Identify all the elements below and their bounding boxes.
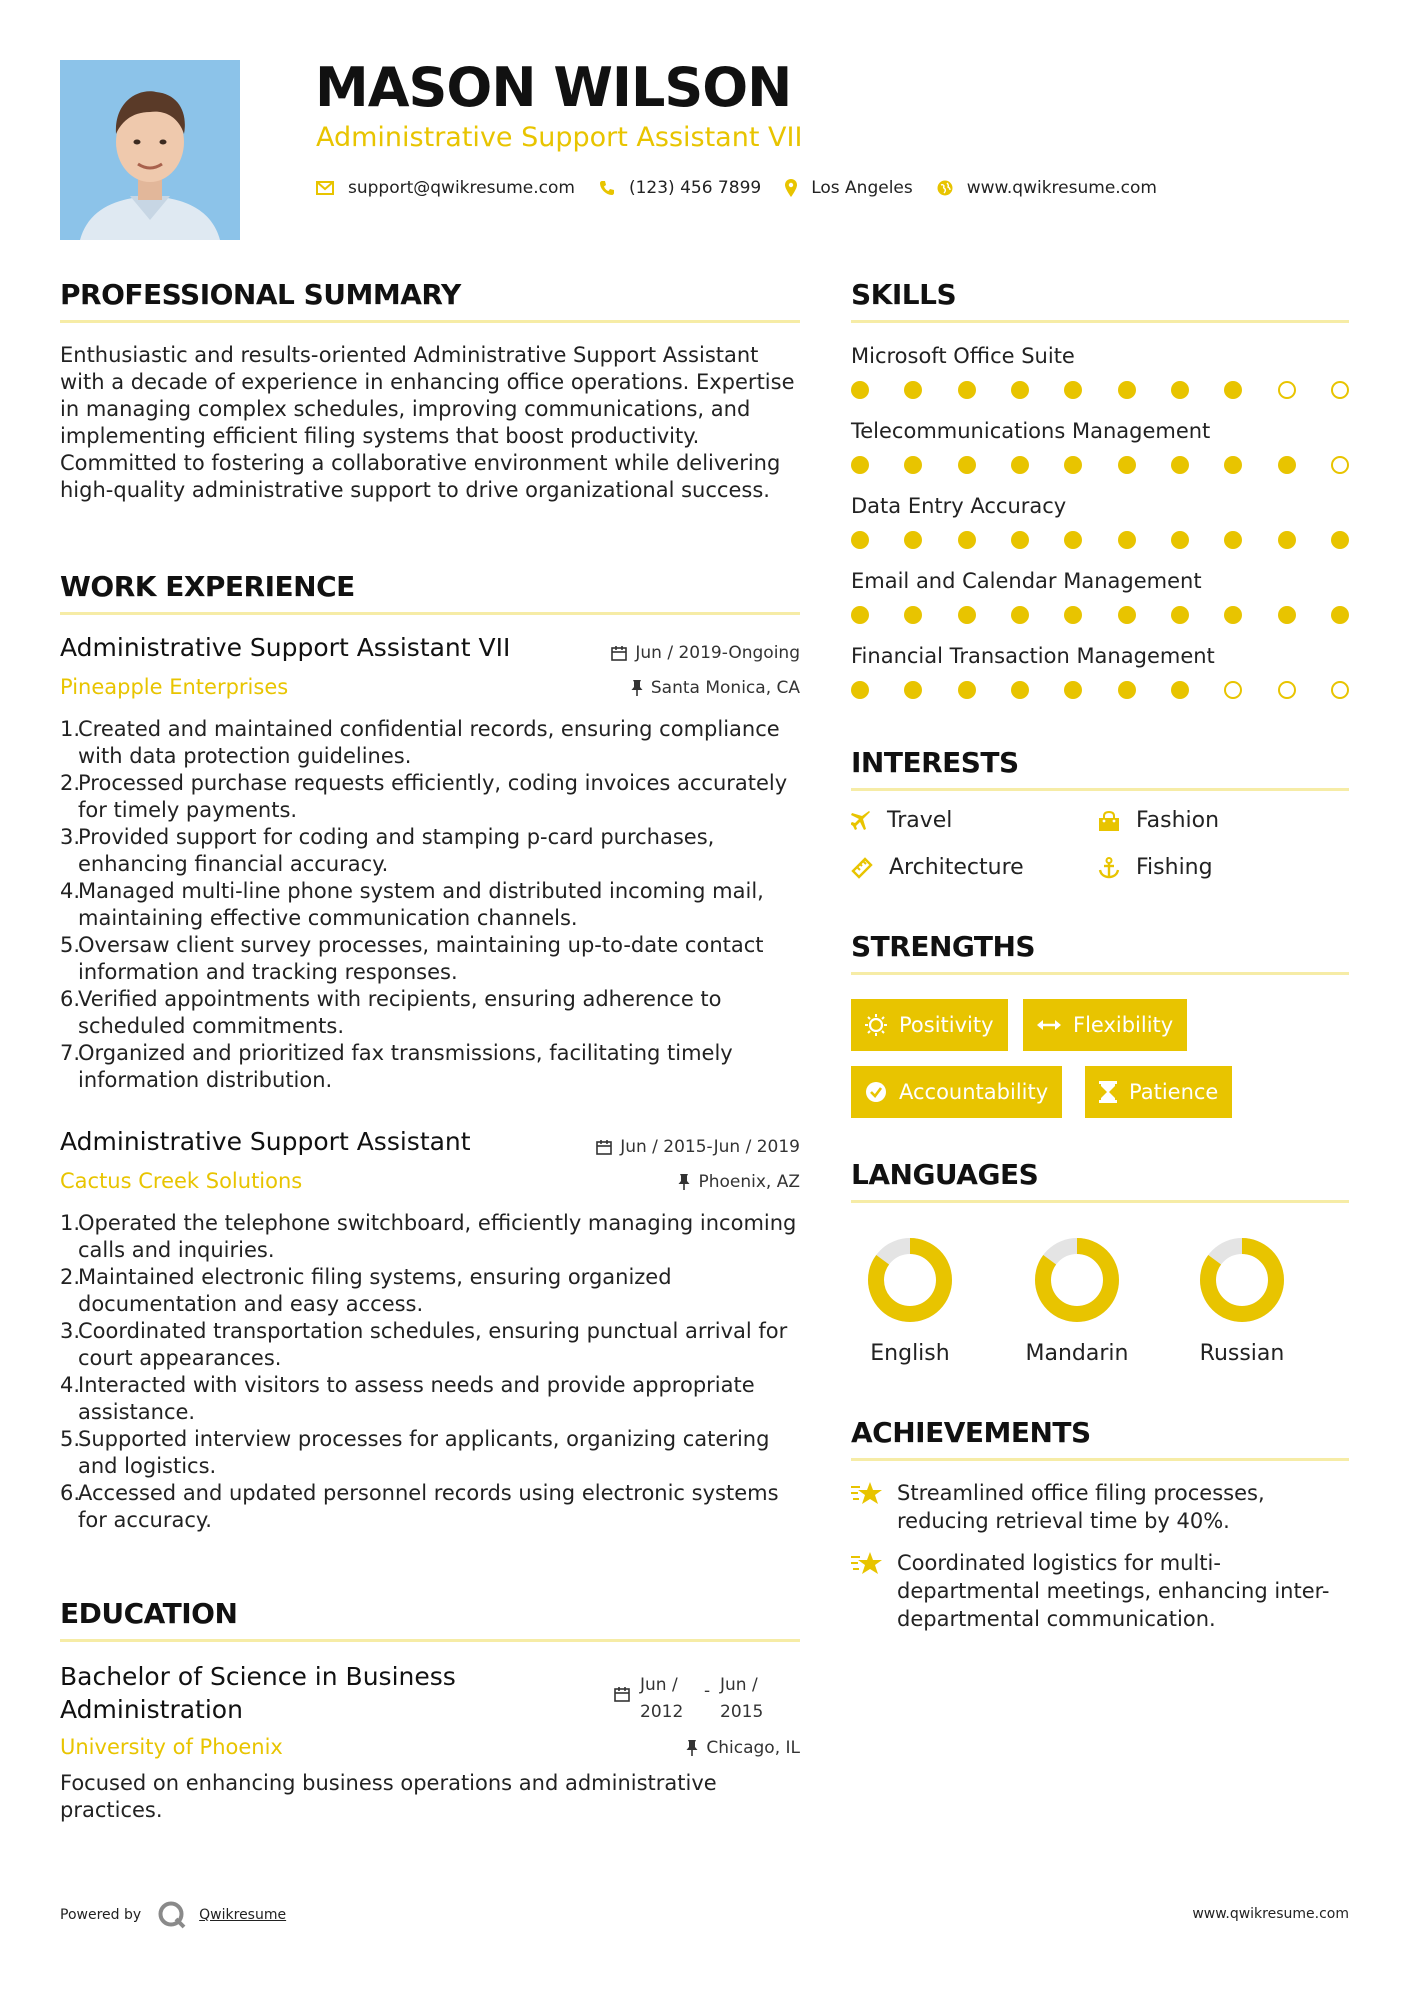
- check-circle-icon: [865, 1081, 887, 1103]
- job-1-dates-text: Jun / 2019-Ongoing: [635, 643, 800, 663]
- pushpin-icon: [631, 679, 643, 697]
- rating-dot-filled: [1118, 606, 1136, 624]
- rating-dot-filled: [958, 531, 976, 549]
- rating-dot-empty: [1278, 381, 1296, 399]
- language-name: Mandarin: [1025, 1341, 1129, 1366]
- school-name: University of Phoenix: [60, 1735, 283, 1759]
- education-heading: EDUCATION: [60, 1597, 238, 1630]
- language-item: [1007, 1235, 1147, 1366]
- achievement-item: [851, 1549, 1331, 1633]
- achievements-heading: ACHIEVEMENTS: [851, 1416, 1091, 1449]
- skill-name: Microsoft Office Suite: [851, 344, 1075, 368]
- anchor-icon: [1098, 857, 1120, 879]
- rating-dot-filled: [1171, 381, 1189, 399]
- languages-divider: [851, 1200, 1349, 1203]
- list-item: 6. Accessed and updated personnel records using electronic systems for accuracy.: [60, 1481, 779, 1532]
- shopping-bag-icon: [1098, 811, 1120, 831]
- summary-text: Enthusiastic and results-oriented Administrative Support Assistant with a decade of experience in enhancing office operations. Expertise in managing complex schedules, improving communications, and implementing efficient filing systems that boost productivity. Committed to fostering a collaborative environment while delivering high-quality administrative support to drive organizational success.: [60, 343, 795, 502]
- skills-heading: SKILLS: [851, 278, 957, 311]
- calendar-icon: [596, 1139, 612, 1155]
- sun-icon: [865, 1014, 887, 1036]
- interests-heading: INTERESTS: [851, 746, 1019, 779]
- list-item: 2. Maintained electronic filing systems, ensuring organized documentation and easy access.: [60, 1265, 672, 1316]
- skill-name: Telecommunications Management: [851, 419, 1211, 443]
- interest-item: Fashion: [1098, 808, 1219, 833]
- strengths-divider: [851, 972, 1349, 975]
- rating-dot-filled: [1064, 381, 1082, 399]
- rating-dot-filled: [904, 531, 922, 549]
- contact-website-text: www.qwikresume.com: [966, 178, 1157, 198]
- language-item: [1172, 1235, 1312, 1366]
- rating-dot-filled: [958, 681, 976, 699]
- rating-dot-filled: [1118, 531, 1136, 549]
- footer-powered-by: [60, 1900, 286, 1930]
- contact-bar: [316, 178, 1181, 198]
- rating-dot-filled: [958, 381, 976, 399]
- contact-phone[interactable]: [599, 178, 761, 198]
- map-pin-icon: [785, 179, 797, 197]
- rating-dot-empty: [1224, 681, 1242, 699]
- contact-phone-text: (123) 456 7899: [628, 178, 762, 198]
- rating-dot-filled: [1064, 606, 1082, 624]
- language-item: [840, 1235, 980, 1366]
- job-2-location-text: Phoenix, AZ: [698, 1172, 800, 1192]
- ruler-icon: [851, 857, 873, 879]
- summary-divider: [60, 320, 800, 323]
- job-2-title: Administrative Support Assistant: [60, 1127, 471, 1156]
- list-item: 4. Managed multi-line phone system and distributed incoming mail, maintaining effective communication channels.: [60, 879, 764, 930]
- pushpin-icon: [686, 1739, 698, 1757]
- rating-dot-empty: [1331, 456, 1349, 474]
- rating-dot-filled: [1278, 456, 1296, 474]
- job-1-location-text: Santa Monica, CA: [650, 678, 800, 698]
- plane-icon: [851, 811, 871, 831]
- contact-website[interactable]: [937, 178, 1157, 198]
- education-location: [686, 1738, 800, 1758]
- strength-badge: Patience: [1085, 1066, 1232, 1118]
- rating-dot-empty: [1331, 381, 1349, 399]
- contact-email-text: support@qwikresume.com: [348, 178, 575, 198]
- education-location-text: Chicago, IL: [706, 1738, 800, 1758]
- experience-heading: WORK EXPERIENCE: [60, 570, 355, 603]
- rating-dot-filled: [1011, 681, 1029, 699]
- education-description: Focused on enhancing business operations and administrative practices.: [60, 1771, 717, 1822]
- skill-item: [851, 341, 1351, 401]
- rating-dot-filled: [851, 456, 869, 474]
- rating-dot-filled: [1171, 606, 1189, 624]
- degree-title: [60, 1660, 456, 1726]
- strength-badge: Positivity: [851, 999, 1008, 1051]
- job-1-location: [631, 678, 800, 698]
- rating-dot-filled: [1011, 606, 1029, 624]
- languages-heading: LANGUAGES: [851, 1158, 1039, 1191]
- rating-dot-filled: [1331, 531, 1349, 549]
- rating-dot-filled: [851, 531, 869, 549]
- rating-dot-filled: [1171, 681, 1189, 699]
- list-item: 5. Supported interview processes for applicants, organizing catering and logistics.: [60, 1427, 770, 1478]
- rating-dot-filled: [1118, 456, 1136, 474]
- profile-photo: [60, 60, 240, 240]
- rating-dot-filled: [1278, 531, 1296, 549]
- rating-dot-filled: [958, 606, 976, 624]
- language-donut: [1032, 1235, 1122, 1325]
- skill-name: Financial Transaction Management: [851, 644, 1215, 668]
- rating-dot-filled: [1278, 606, 1296, 624]
- skill-item: [851, 416, 1351, 476]
- language-name: Russian: [1199, 1341, 1285, 1366]
- job-1-title: Administrative Support Assistant VII: [60, 633, 511, 662]
- rating-dot-filled: [851, 681, 869, 699]
- rating-dot-filled: [904, 456, 922, 474]
- star-icon: [851, 1551, 883, 1577]
- list-item: 7. Organized and prioritized fax transmissions, facilitating timely information distribution.: [60, 1041, 733, 1092]
- experience-divider: [60, 612, 800, 615]
- globe-icon: [937, 180, 953, 196]
- rating-dot-filled: [904, 606, 922, 624]
- skill-rating: [851, 681, 1351, 701]
- candidate-name: MASON WILSON: [315, 56, 792, 119]
- skill-item: [851, 566, 1351, 626]
- contact-email[interactable]: [316, 178, 575, 198]
- achievement-item: [851, 1479, 1331, 1535]
- rating-dot-filled: [1171, 456, 1189, 474]
- skill-rating: [851, 606, 1351, 626]
- pushpin-icon: [678, 1173, 690, 1191]
- job-2-dates-text: Jun / 2015-Jun / 2019: [620, 1137, 800, 1157]
- rating-dot-filled: [1224, 606, 1242, 624]
- degree-line-1: Bachelor of Science in Business: [60, 1662, 456, 1691]
- qwikresume-link[interactable]: Qwikresume: [199, 1907, 287, 1923]
- skills-divider: [851, 320, 1349, 323]
- rating-dot-filled: [851, 606, 869, 624]
- rating-dot-filled: [904, 681, 922, 699]
- job-1-company: Pineapple Enterprises: [60, 675, 289, 699]
- rating-dot-filled: [1224, 456, 1242, 474]
- list-item: 3. Coordinated transportation schedules, ensuring punctual arrival for court appearances.: [60, 1319, 788, 1370]
- star-icon: [851, 1481, 883, 1507]
- list-item: 6. Verified appointments with recipients, ensuring adherence to scheduled commitments.: [60, 987, 722, 1038]
- job-1-bullets: [60, 716, 800, 1094]
- list-item: 3. Provided support for coding and stamping p-card purchases, enhancing financial accuracy.: [60, 825, 715, 876]
- list-item: 4. Interacted with visitors to assess needs and provide appropriate assistance.: [60, 1373, 755, 1424]
- summary-heading: PROFESSIONAL SUMMARY: [60, 278, 461, 311]
- rating-dot-filled: [1224, 381, 1242, 399]
- skill-item: [851, 641, 1351, 701]
- degree-line-2: Administration: [60, 1695, 243, 1724]
- rating-dot-filled: [1118, 381, 1136, 399]
- rating-dot-empty: [1278, 681, 1296, 699]
- skill-rating: [851, 456, 1351, 476]
- calendar-icon: [611, 645, 627, 661]
- rating-dot-filled: [1011, 381, 1029, 399]
- qwikresume-logo-icon: [157, 1900, 187, 1930]
- list-item: 1. Created and maintained confidential records, ensuring compliance with data protection guidelines.: [60, 717, 780, 768]
- contact-location: [785, 178, 913, 198]
- rating-dot-filled: [1011, 531, 1029, 549]
- hourglass-icon: [1099, 1081, 1117, 1103]
- skill-name: Data Entry Accuracy: [851, 494, 1067, 518]
- contact-location-text: Los Angeles: [811, 178, 913, 198]
- education-divider: [60, 1639, 800, 1642]
- skill-rating: [851, 531, 1351, 551]
- strength-badge: Flexibility: [1023, 999, 1187, 1051]
- interest-item: Architecture: [851, 855, 1024, 880]
- calendar-icon: [614, 1686, 630, 1702]
- interests-divider: [851, 788, 1349, 791]
- job-1-dates: [611, 643, 800, 663]
- rating-dot-filled: [1011, 456, 1029, 474]
- rating-dot-filled: [1064, 456, 1082, 474]
- job-2-dates: [596, 1137, 800, 1157]
- job-2-bullets: [60, 1210, 800, 1534]
- list-item: 1. Operated the telephone switchboard, efficiently managing incoming calls and inquiries.: [60, 1211, 797, 1262]
- interest-item: Travel: [851, 808, 952, 833]
- skill-item: [851, 491, 1351, 551]
- language-name: English: [870, 1341, 950, 1366]
- footer-site[interactable]: www.qwikresume.com: [1192, 1906, 1349, 1922]
- candidate-title: Administrative Support Assistant VII: [316, 122, 803, 153]
- skill-name: Email and Calendar Management: [851, 569, 1202, 593]
- envelope-icon: [316, 181, 334, 195]
- rating-dot-empty: [1331, 681, 1349, 699]
- job-2-company: Cactus Creek Solutions: [60, 1169, 303, 1193]
- strengths-heading: STRENGTHS: [851, 930, 1036, 963]
- skill-rating: [851, 381, 1351, 401]
- rating-dot-filled: [851, 381, 869, 399]
- arrows-icon: [1037, 1018, 1061, 1032]
- rating-dot-filled: [1171, 531, 1189, 549]
- interest-item: Fishing: [1098, 855, 1213, 880]
- list-item: 2. Processed purchase requests efficiently, coding invoices accurately for timely payments.: [60, 771, 788, 822]
- phone-icon: [599, 180, 615, 196]
- achievements-divider: [851, 1458, 1349, 1461]
- rating-dot-filled: [958, 456, 976, 474]
- rating-dot-filled: [1331, 606, 1349, 624]
- language-donut: [1197, 1235, 1287, 1325]
- rating-dot-filled: [1064, 681, 1082, 699]
- education-dates: Jun / 2012 - Jun / 2015: [614, 1672, 763, 1726]
- language-donut: [865, 1235, 955, 1325]
- achievement-text: Coordinated logistics for multi-departmental meetings, enhancing inter-departmental communication.: [897, 1551, 1330, 1631]
- strength-badge: Accountability: [851, 1066, 1062, 1118]
- rating-dot-filled: [1224, 531, 1242, 549]
- job-2-location: [678, 1172, 800, 1192]
- list-item: 5. Oversaw client survey processes, maintaining up-to-date contact information and tracking responses.: [60, 933, 764, 984]
- achievement-text: Streamlined office filing processes, reducing retrieval time by 40%.: [897, 1481, 1265, 1533]
- powered-by-label: Powered by: [60, 1907, 142, 1923]
- rating-dot-filled: [904, 381, 922, 399]
- rating-dot-filled: [1118, 681, 1136, 699]
- rating-dot-filled: [1064, 531, 1082, 549]
